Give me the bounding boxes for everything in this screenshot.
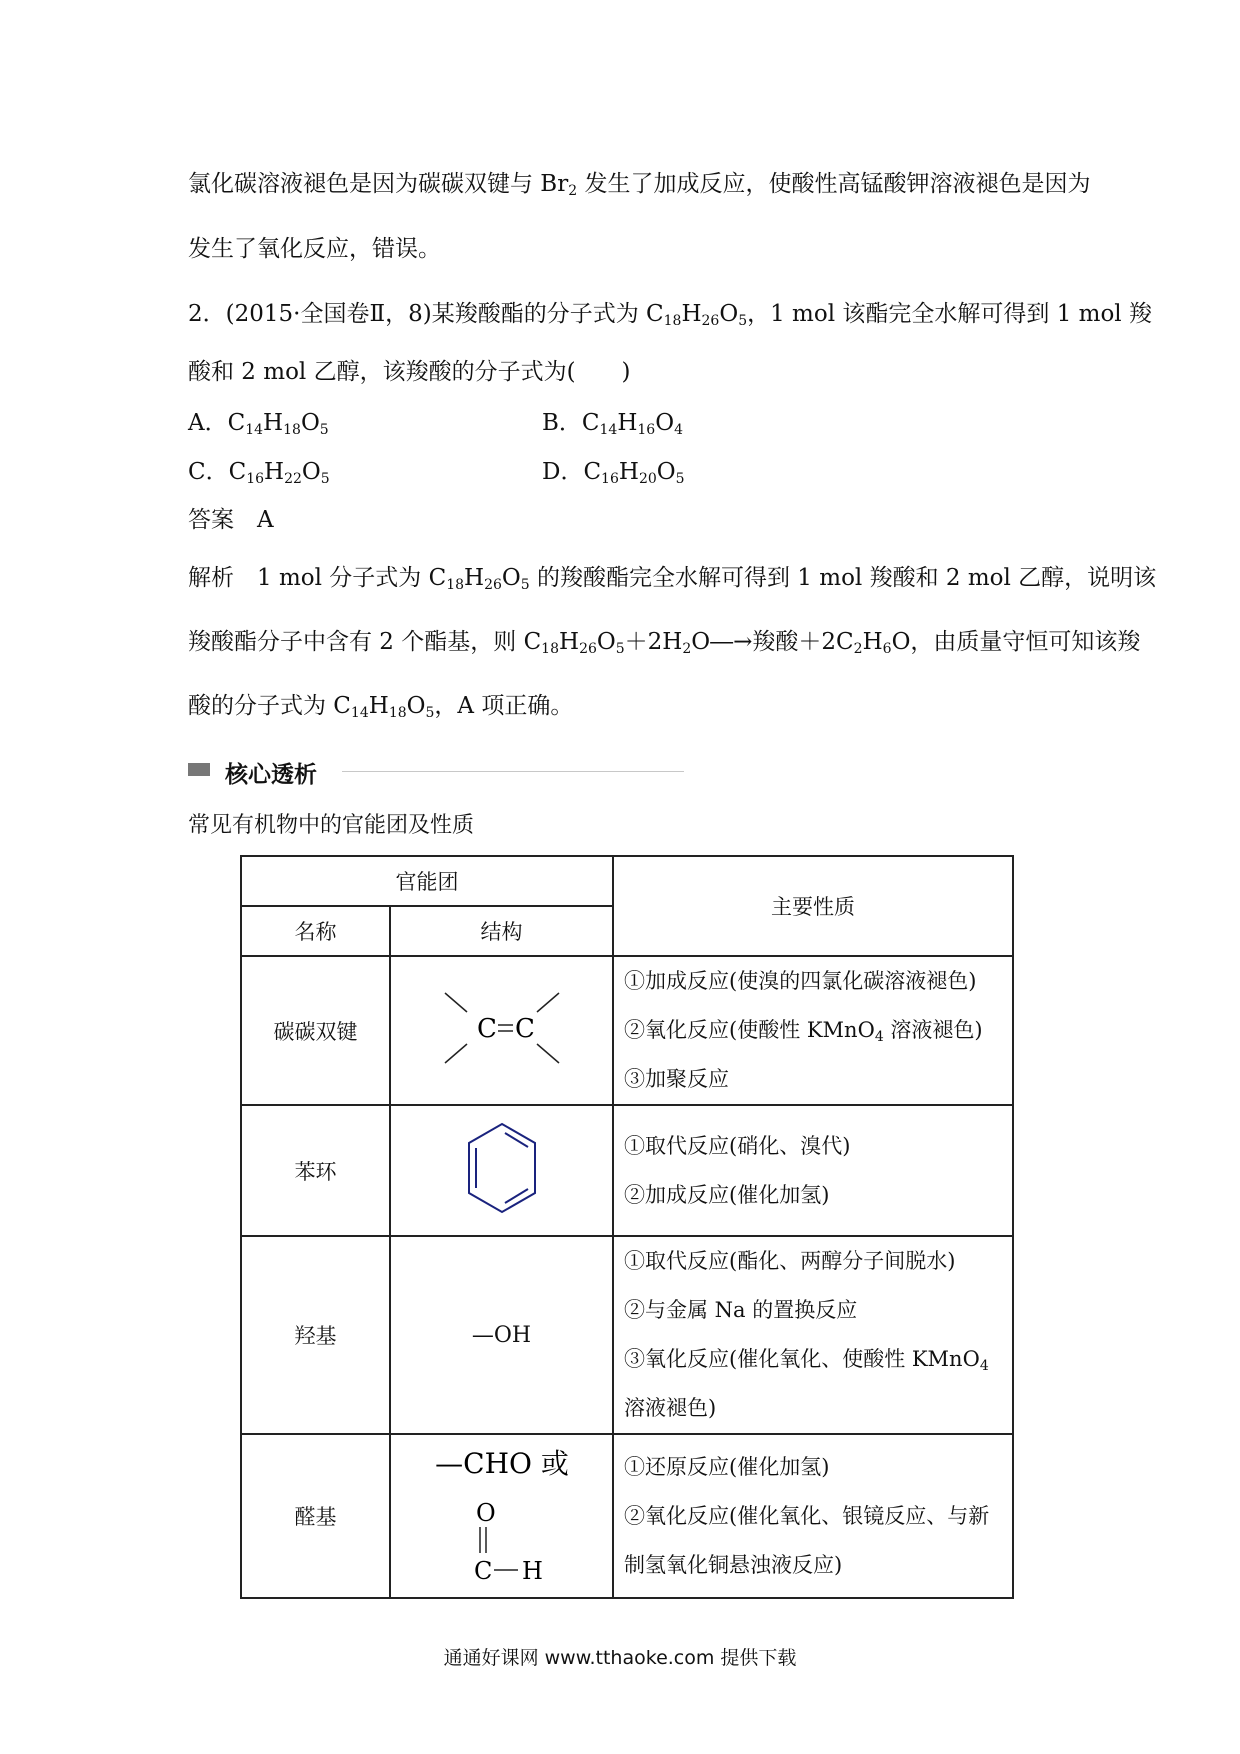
row-name: 苯环 (241, 1105, 390, 1236)
analysis-line-1: 解析 1 mol 分子式为 $C_{18}H_{26}O_5$ 的羧酸酯完全水解可得到 1 mol 羧酸和 2 mol 乙醇，说明该 (188, 565, 1157, 593)
intro-line-2: 发生了氧化反应，错误。 (188, 236, 441, 262)
aldehyde-oxygen: O (475, 1498, 496, 1527)
row-properties: ①还原反应(催化加氢) ②氧化反应(催化氧化、银镜反应、与新 制氢氧化铜悬浊液反应) (613, 1434, 1013, 1598)
aldehyde-carbon: C (473, 1556, 492, 1585)
analysis-line-3: 酸的分子式为 $C_{14}H_{18}O_5$，A 项正确。 (188, 693, 574, 721)
table-caption: 常见有机物中的官能团及性质 (188, 813, 475, 838)
row-properties: ①取代反应(硝化、溴代) ②加成反应(催化加氢) (613, 1105, 1013, 1236)
header-structure: 结构 (390, 906, 613, 956)
benzene-ring-icon (457, 1116, 547, 1220)
analysis-line-2: 羧酸酯分子中含有 2 个酯基，则 $C_{18}H_{26}O_5+2H_2O―\to$羧酸$+2C_2H_6O$，由质量守恒可知该羧 (188, 629, 1141, 657)
section-divider (342, 771, 684, 772)
table-row (241, 956, 1013, 1105)
alkene-structure-icon (427, 978, 577, 1078)
intro-line-1: 氯化碳溶液褪色是因为碳碳双键与 $Br_2$ 发生了加成反应，使酸性高锰酸钾溶液褪色是因为 (188, 171, 1091, 199)
row-name: 碳碳双键 (241, 956, 390, 1105)
option-b: B．$C_{14}H_{16}O_4$ (542, 410, 683, 438)
header-functional-group: 官能团 (241, 856, 613, 906)
table-row (241, 1236, 1013, 1434)
header-name: 名称 (241, 906, 390, 956)
answer-line: 答案 A (188, 507, 274, 533)
row-structure (390, 1105, 613, 1236)
table-row (241, 1105, 1013, 1236)
alkene-carbon-left: C (476, 1014, 497, 1044)
header-main-properties: 主要性质 (613, 856, 1013, 956)
row-properties: ①加成反应(使溴的四氯化碳溶液褪色) ②氧化反应(使酸性 KMnO$_4$ 溶液褪色) ③加聚反应 (613, 956, 1013, 1105)
aldehyde-hydrogen: H (521, 1556, 543, 1585)
aldehyde-structure-icon (422, 1439, 582, 1589)
question-stem-line-1: 2．(2015·全国卷Ⅱ，8)某羧酸酯的分子式为 $C_{18}H_{26}O_5$，1 mol 该酯完全水解可得到 1 mol 羧 (188, 301, 1152, 329)
aldehyde-formula: —CHO 或 (434, 1446, 569, 1480)
footer-credit: 通通好课网 www.tthaoke.com 提供下载 (443, 1647, 797, 1669)
option-d: D．$C_{16}H_{20}O_5$ (542, 459, 685, 487)
functional-group-table (240, 855, 1014, 1599)
table-row (241, 1434, 1013, 1598)
row-name: 醛基 (241, 1434, 390, 1598)
option-c: C．$C_{16}H_{22}O_5$ (188, 459, 330, 487)
row-name: 羟基 (241, 1236, 390, 1434)
section-marker-icon (188, 763, 210, 776)
row-structure: —OH (390, 1236, 613, 1434)
section-title: 核心透析 (225, 762, 317, 788)
row-structure (390, 1434, 613, 1598)
question-stem-line-2: 酸和 2 mol 乙醇，该羧酸的分子式为( ) (188, 359, 631, 385)
row-structure (390, 956, 613, 1105)
option-a: A．$C_{14}H_{18}O_5$ (188, 410, 329, 438)
alkene-carbon-right: C (514, 1014, 535, 1044)
row-properties: ①取代反应(酯化、两醇分子间脱水) ②与金属 Na 的置换反应 ③氧化反应(催化氧化、使酸性 KMnO$_4$ 溶液褪色) (613, 1236, 1013, 1434)
